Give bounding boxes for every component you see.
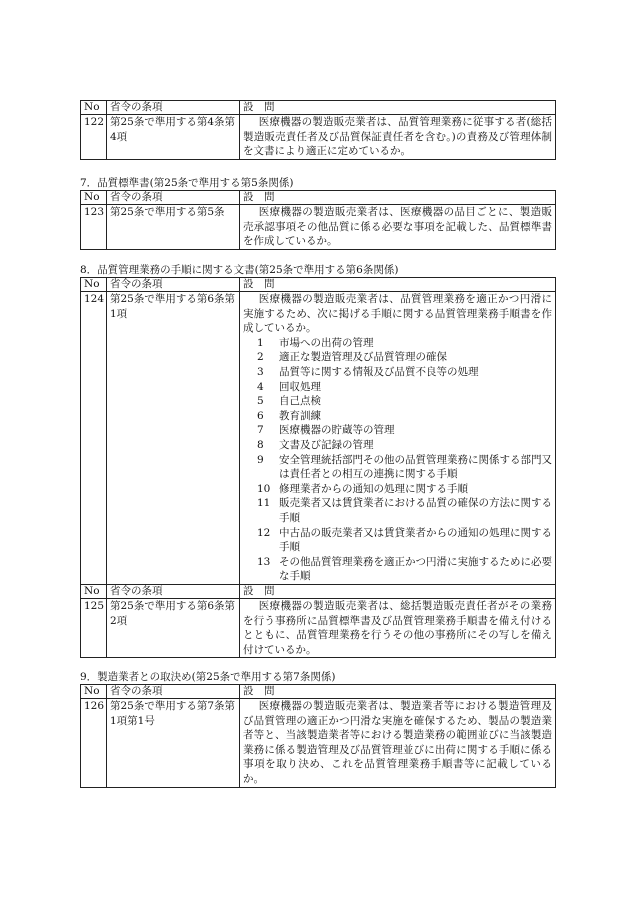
table-header-row (81, 278, 556, 292)
row-no: 123 (81, 205, 107, 250)
list-item-number: 11 (257, 497, 271, 510)
list-item-number: 1 (257, 336, 264, 349)
header-no: No (81, 101, 107, 115)
list-item-number: 5 (257, 395, 264, 408)
list-item-text: 市場への出荷の管理 (279, 336, 374, 349)
question-table-122 (80, 100, 556, 160)
list-item-text: 販売業者又は賃貸業者における品質の確保の方法に関する手順 (279, 497, 552, 524)
header-article: 省令の条項 (107, 191, 240, 205)
row-no: 124 (81, 292, 107, 585)
row-question: 医療機器の製造販売業者は、品質管理業務に従事する者(総括製造販売責任者及び品質保証責任者を含む。)の責務及び管理体制を文書により適正に定めているか。 (240, 115, 556, 160)
question-table-125 (80, 584, 556, 658)
section-heading: 7．品質標準書(第25条で準用する第5条関係) (80, 177, 294, 189)
list-item-number: 4 (257, 380, 264, 393)
table-header-row (81, 101, 556, 115)
list-item-text: 自己点検 (279, 395, 321, 408)
row-article: 第25条で準用する第5条 (107, 205, 240, 250)
list-item-text: 適正な製造管理及び品質管理の確保 (279, 351, 447, 364)
row-article: 第25条で準用する第6条第2項 (107, 599, 240, 658)
list-item-number: 7 (257, 424, 264, 437)
header-question: 設 問 (240, 278, 556, 292)
row-article: 第25条で準用する第6条第1項 (107, 292, 240, 585)
list-item (257, 482, 552, 497)
list-item-text: その他品質管理業務を適正かつ円滑に実施するために必要な手順 (279, 555, 552, 583)
header-no: No (81, 191, 107, 205)
question-table-126 (80, 684, 556, 788)
list-item-number: 2 (257, 351, 264, 364)
header-no: No (81, 685, 107, 699)
header-question: 設 問 (240, 191, 556, 205)
section-124 (80, 263, 555, 585)
list-item-number: 6 (257, 409, 264, 422)
list-item-text: 修理業者からの通知の処理に関する手順 (279, 482, 468, 495)
row-question (240, 292, 556, 585)
section-heading: 8．品質管理業務の手順に関する文書(第25条で準用する第6条関係) (80, 264, 399, 276)
list-item-text: 安全管理統括部門その他の品質管理業務に関係する部門又は責任者との相互の連携に関する手順 (279, 453, 552, 481)
list-item (257, 526, 552, 555)
table-header-row (81, 585, 556, 599)
list-item-text: 品質等に関する情報及び品質不良等の処理 (279, 365, 479, 378)
list-item-text: 教育訓練 (279, 409, 321, 422)
list-item-text: 文書及び記録の管理 (279, 438, 374, 451)
header-no: No (81, 278, 107, 292)
table-header-row (81, 685, 556, 699)
table-row (81, 699, 556, 788)
list-item (257, 496, 552, 525)
row-article: 第25条で準用する第7条第1項第1号 (107, 699, 240, 788)
procedure-list (243, 336, 552, 584)
header-article: 省令の条項 (107, 278, 240, 292)
list-item-number: 3 (257, 365, 264, 378)
section-122 (80, 100, 555, 160)
list-item-number: 9 (257, 453, 264, 466)
list-item-text: 回収処理 (279, 380, 321, 393)
list-item (257, 365, 552, 380)
table-row (81, 115, 556, 160)
list-item (257, 438, 552, 453)
list-item-number: 10 (257, 482, 271, 495)
section-heading: 9．製造業者との取決め(第25条で準用する第7条関係) (80, 671, 336, 683)
row-question: 医療機器の製造販売業者は、製造業者等における製造管理及び品質管理の適正かつ円滑な実施を確保するため、製品の製造業者等と、当該製造業者等における製造業務の範囲並びに当該製造業務に係る製造管理及び品質管理並びに出荷に関する手順に係る事項を取り決め、これを品質管理業務手順書等に記載しているか。 (240, 699, 556, 788)
table-row (81, 205, 556, 250)
question-table-124 (80, 277, 556, 585)
section-126 (80, 670, 555, 788)
question-table-123 (80, 190, 556, 250)
row-question: 医療機器の製造販売業者は、総括製造販売責任者がその業務を行う事務所に品質標準書及び品質管理業務手順書を備え付けるとともに、品質管理業務を行うその他の事務所にその写しを備え付けているか。 (240, 599, 556, 658)
header-question: 設 問 (240, 585, 556, 599)
header-no: No (81, 585, 107, 599)
list-item-text: 中古品の販売業者又は賃貸業者からの通知の処理に関する手順 (279, 526, 552, 554)
list-item (257, 336, 552, 351)
list-item (257, 555, 552, 584)
list-item (257, 350, 552, 365)
list-item-number: 8 (257, 438, 264, 451)
list-item-number: 12 (257, 526, 271, 539)
row-article: 第25条で準用する第4条第4項 (107, 115, 240, 160)
header-article: 省令の条項 (107, 685, 240, 699)
list-item (257, 409, 552, 424)
section-123 (80, 176, 555, 250)
list-item (257, 453, 552, 482)
list-item (257, 394, 552, 409)
list-item (257, 423, 552, 438)
row-no: 126 (81, 699, 107, 788)
list-item-text: 医療機器の貯蔵等の管理 (279, 424, 395, 437)
header-article: 省令の条項 (107, 101, 240, 115)
header-question: 設 問 (240, 685, 556, 699)
section-125 (80, 584, 555, 658)
header-question: 設 問 (240, 101, 556, 115)
table-row (81, 599, 556, 658)
header-article: 省令の条項 (107, 585, 240, 599)
question-intro: 医療機器の製造販売業者は、品質管理業務を適正かつ円滑に実施するため、次に掲げる手順に関する品質管理業務手順書を作成しているか。 (243, 293, 552, 335)
table-row (81, 292, 556, 585)
row-no: 125 (81, 599, 107, 658)
row-question: 医療機器の製造販売業者は、医療機器の品目ごとに、製造販売承認事項その他品質に係る必要な事項を記載した、品質標準書を作成しているか。 (240, 205, 556, 250)
list-item-number: 13 (257, 555, 271, 568)
row-no: 122 (81, 115, 107, 160)
list-item (257, 380, 552, 395)
table-header-row (81, 191, 556, 205)
